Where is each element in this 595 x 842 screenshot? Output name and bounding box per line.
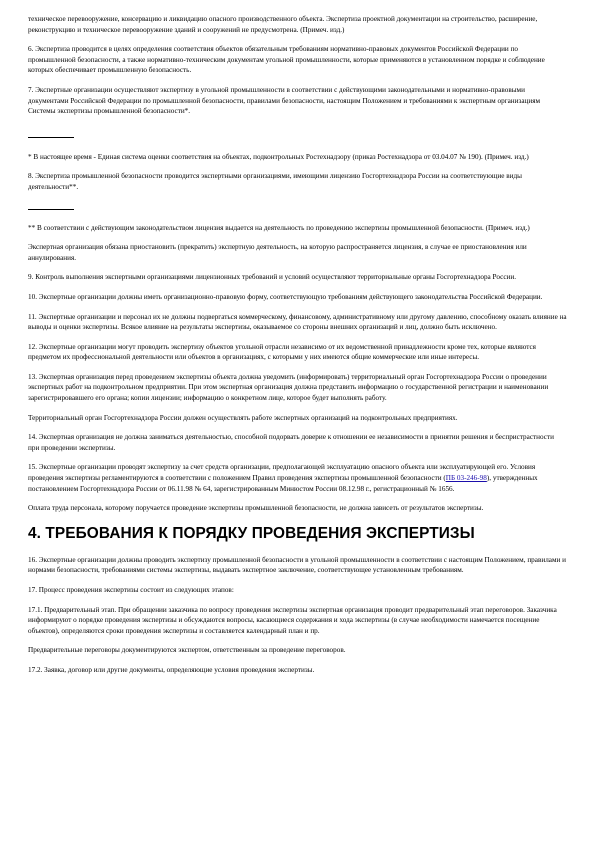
paragraph-17-2: 17.2. Заявка, договор или другие документы, определяющие условия проведения экспертизы.: [28, 665, 315, 674]
paragraph-15-text-b: ), утвержденных постановлением Госгортехнадзора России от 06.11.98 № 64, зарегистрированным Минюстом России 08.12.98 г., регистрационный № 1656.: [28, 474, 538, 493]
paragraph-6: 6. Экспертиза проводится в целях определения соответствия объектов обязательным требованиям нормативно-правовых документов Российской Федерации по промышленной безопасности, а также нормативно-техническим документам угольной промышленности, которые применяются в установленном порядке и соблюдение которых обеспечивает промышленную безопасность.: [28, 45, 545, 75]
paragraph-10: 10. Экспертные организации должны иметь организационно-правовую форму, соответствующую требованиям действующего законодательства Российской Федерации.: [28, 292, 543, 301]
footnote-divider: [28, 209, 74, 210]
footnote-1: * В настоящее время - Единая система оценки соответствия на объектах, подконтрольных Ростехнадзору (приказ Ростехнадзора от 03.04.07 № 190). (Примеч. изд.): [28, 152, 529, 161]
paragraph-intro: техническое перевооружение, консервацию и ликвидацию опасного производственного объекта. Экспертиза проектной документации на строительство, расширение, реконструкцию и техническое перевооружение зданий и сооружений не предусмотрена. (Примеч. изд.): [28, 15, 538, 34]
paragraph-9: 9. Контроль выполнения экспертными организациями лицензионных требований и условий осуществляют территориальные органы Госгортехнадзора России.: [28, 273, 517, 282]
section-heading: 4. ТРЕБОВАНИЯ К ПОРЯДКУ ПРОВЕДЕНИЯ ЭКСПЕРТИЗЫ: [28, 524, 475, 542]
paragraph-8-cont: Экспертная организация обязана приостановить (прекратить) экспертную деятельность, на которую распространяется лицензия, в случае ее приостановления или аннулирования.: [28, 243, 527, 262]
paragraph-11: 11. Экспертные организации и персонал их не должны подвергаться коммерческому, финансовому, административному или другому давлению, способному оказать влияние на выводы и оценки экспертизы. Всякое влияние на результаты экспертизы, оказываемое со стороны внешних организаций и лиц, должно быть исключено.: [28, 312, 567, 332]
document-link-pb-03-246-98[interactable]: ПБ 03-246-98: [445, 474, 487, 483]
paragraph-7: 7. Экспертные организации осуществляют экспертизу в угольной промышленности в соответствии с действующими законодательными и нормативно-правовыми документами Российской Федерации по промышленной безопасности, правилами безопасности, настоящим Положением и требованиями к экспертным организациям Системы экспертизы промышленной безопасности*.: [28, 85, 541, 116]
paragraph-13: 13. Экспертная организация перед проведением экспертизы объекта должна уведомить (информировать) территориальный орган Госгортехнадзора России о проведении экспертных работ на подконтрольном предприятии. При этом экспертная организация должна представить информацию о государственной регистрации и наименовании зарегистрировавшего его органа; копии лицензии; информацию о конкретном лице, которое будет выполнять работу.: [28, 372, 549, 403]
paragraph-15-text-a: 15. Экспертные организации проводят экспертизу за счет средств организации, предполагающей эксплуатацию опасного объекта или эксплуатирующей его. Условия проведения экспертизы регламентируются в соответствии с положением Правил проведения экспертизы промышленной безопасности (: [28, 463, 536, 483]
paragraph-15-cont: Оплата труда персонала, которому поручается проведение экспертизы промышленной безопасности, не должна зависеть от результатов экспертизы.: [28, 504, 484, 513]
paragraph-17: 17. Процесс проведения экспертизы состоит из следующих этапов:: [28, 586, 234, 594]
paragraph-17-1: 17.1. Предварительный этап. При обращении заказчика по вопросу проведения экспертизы экспертная организация проводит предварительный этап переговоров. Заказчика информируют о порядке проведения экспертизы и обсуждаются вопросы, касающиеся содержания и хода экспертизы (в случае необходимости намечается посещение объектов), определяются сроки проведения экспертизы и составляется календарный план и пр.: [28, 605, 557, 635]
footnote-2: ** В соответствии с действующим законодательством лицензия выдается на деятельность по проведению экспертизы промышленной безопасности. (Примеч. изд.): [28, 223, 530, 232]
paragraph-14: 14. Экспертная организация не должна заниматься деятельностью, способной подорвать доверие к отношении ее независимости в принятии решения и беспристрастности при проведении экспертизы.: [28, 433, 554, 452]
footnote-divider: [28, 137, 74, 138]
paragraph-15: [28, 462, 567, 494]
paragraph-17-1-cont: Предварительные переговоры документируются экспертом, ответственным за проведение переговоров.: [28, 646, 346, 655]
paragraph-16: 16. Экспертные организации должны проводить экспертизу промышленной безопасности в угольной промышленности в соответствии с настоящим Положением, правилами и нормами безопасности, требованиями системы экспертизы, выдавать экспертное заключение, соответствующее установленным требованиям.: [28, 555, 567, 575]
paragraph-12: 12. Экспертные организации могут проводить экспертизу объектов угольной отрасли независимо от их ведомственной принадлежности кроме тех, которые являются предметом их профессиональной деятельности или объектов в организациях, с которыми у них имеются общие коммерческие или иные интересы.: [28, 342, 536, 362]
paragraph-8: 8. Экспертиза промышленной безопасности проводится экспертными организациями, имеющими лицензию Госгортехнадзора России на соответствующие виды деятельности**.: [28, 172, 522, 191]
paragraph-13-cont: Территориальный орган Госгортехнадзора России должен осуществлять работе экспертных организаций на подконтрольных предприятиях.: [28, 413, 458, 422]
